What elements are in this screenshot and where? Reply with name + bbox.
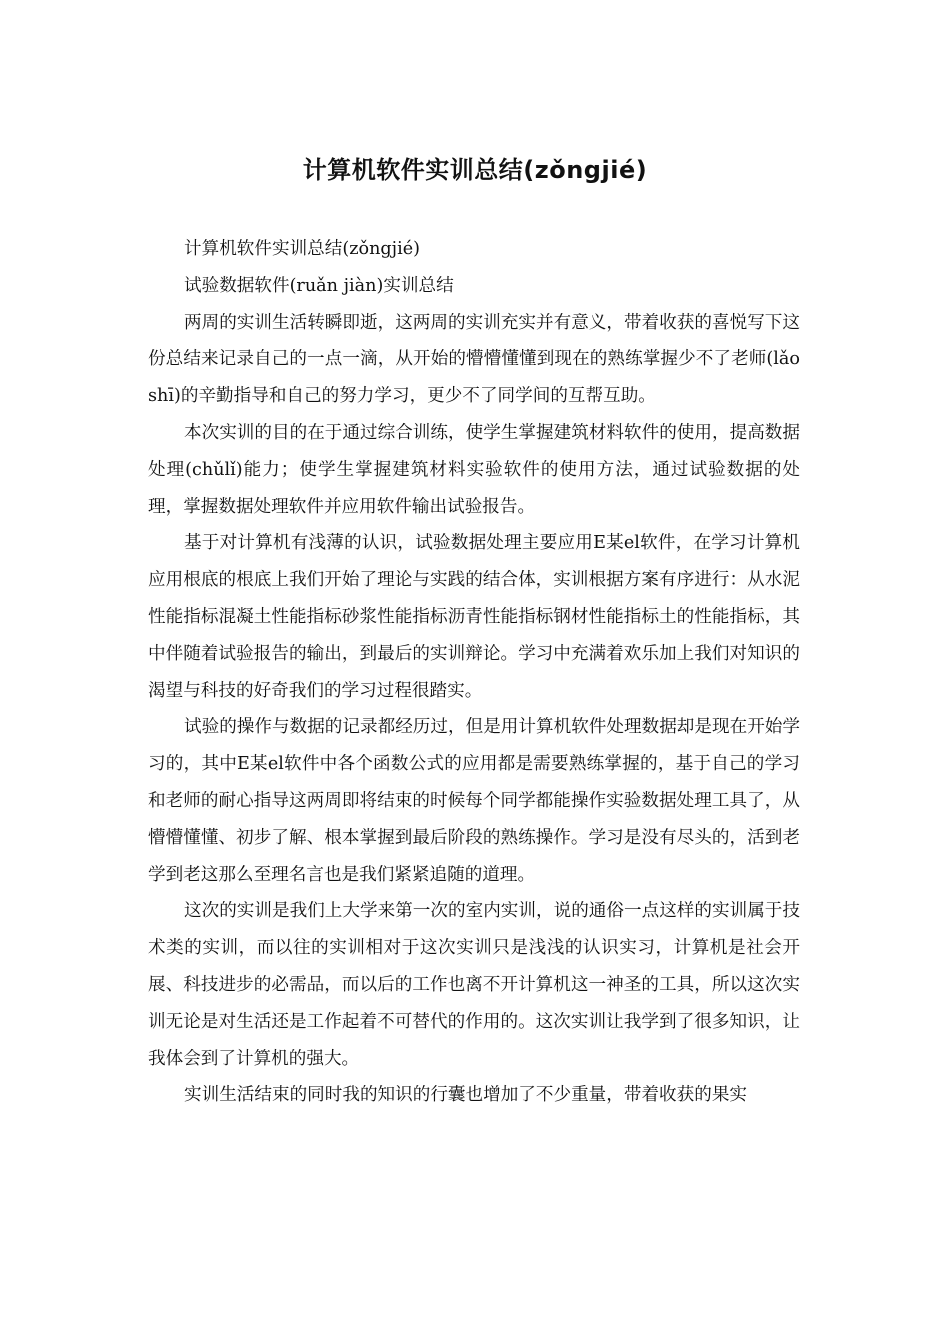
document-body (148, 231, 800, 1114)
page-title: 计算机软件实训总结(zǒngjié) (302, 156, 648, 184)
body-paragraph-8: 实训生活结束的同时我的知识的行囊也增加了不少重量，带着收获的果实 (184, 1085, 748, 1106)
body-paragraph-6: 试验的操作与数据的记录都经历过，但是用计算机软件处理数据却是现在开始学习的，其中E某el软件中各个函数公式的应用都是需要熟练掌握的，基于自己的学习和老师的耐心指导这两周即将结束的时候每个同学都能操作实验数据处理工具了，从懵懵懂懂、初步了解、根本掌握到最后阶段的熟练操作。学习是没有尽头的，活到老学到老这那么至理名言也是我们紧紧追随的道理。 (148, 717, 800, 885)
body-paragraph-4: 本次实训的目的在于通过综合训练，使学生掌握建筑材料软件的使用，提高数据处理(chǔlǐ)能力；使学生掌握建筑材料实验软件的使用方法，通过试验数据的处理，掌握数据处理软件并应用软件输出试验报告。 (148, 422, 800, 517)
body-paragraph-2: 试验数据软件(ruǎn jiàn)实训总结 (184, 275, 454, 296)
body-paragraph-3: 两周的实训生活转瞬即逝，这两周的实训充实并有意义，带着收获的喜悦写下这份总结来记录自己的一点一滴，从开始的懵懵懂懂到现在的熟练掌握少不了老师(lǎoshī)的辛勤指导和自己的努力学习，更少不了同学间的互帮互助。 (148, 312, 800, 407)
body-paragraph-1: 计算机软件实训总结(zǒngjié) (184, 239, 421, 259)
body-paragraph-7: 这次的实训是我们上大学来第一次的室内实训，说的通俗一点这样的实训属于技术类的实训，而以往的实训相对于这次实训只是浅浅的认识实习，计算机是社会开展、科技进步的必需品，而以后的工作也离不开计算机这一神圣的工具，所以这次实训无论是对生活还是工作起着不可替代的作用的。这次实训让我学到了很多知识，让我体会到了计算机的强大。 (148, 901, 800, 1069)
body-paragraph-5: 基于对计算机有浅薄的认识，试验数据处理主要应用E某el软件，在学习计算机应用根底的根底上我们开始了理论与实践的结合体，实训根据方案有序进行：从水泥性能指标混凝土性能指标砂浆性能指标沥青性能指标钢材性能指标土的性能指标，其中伴随着试验报告的输出，到最后的实训辩论。学习中充满着欢乐加上我们对知识的渴望与科技的好奇我们的学习过程很踏实。 (148, 533, 800, 701)
